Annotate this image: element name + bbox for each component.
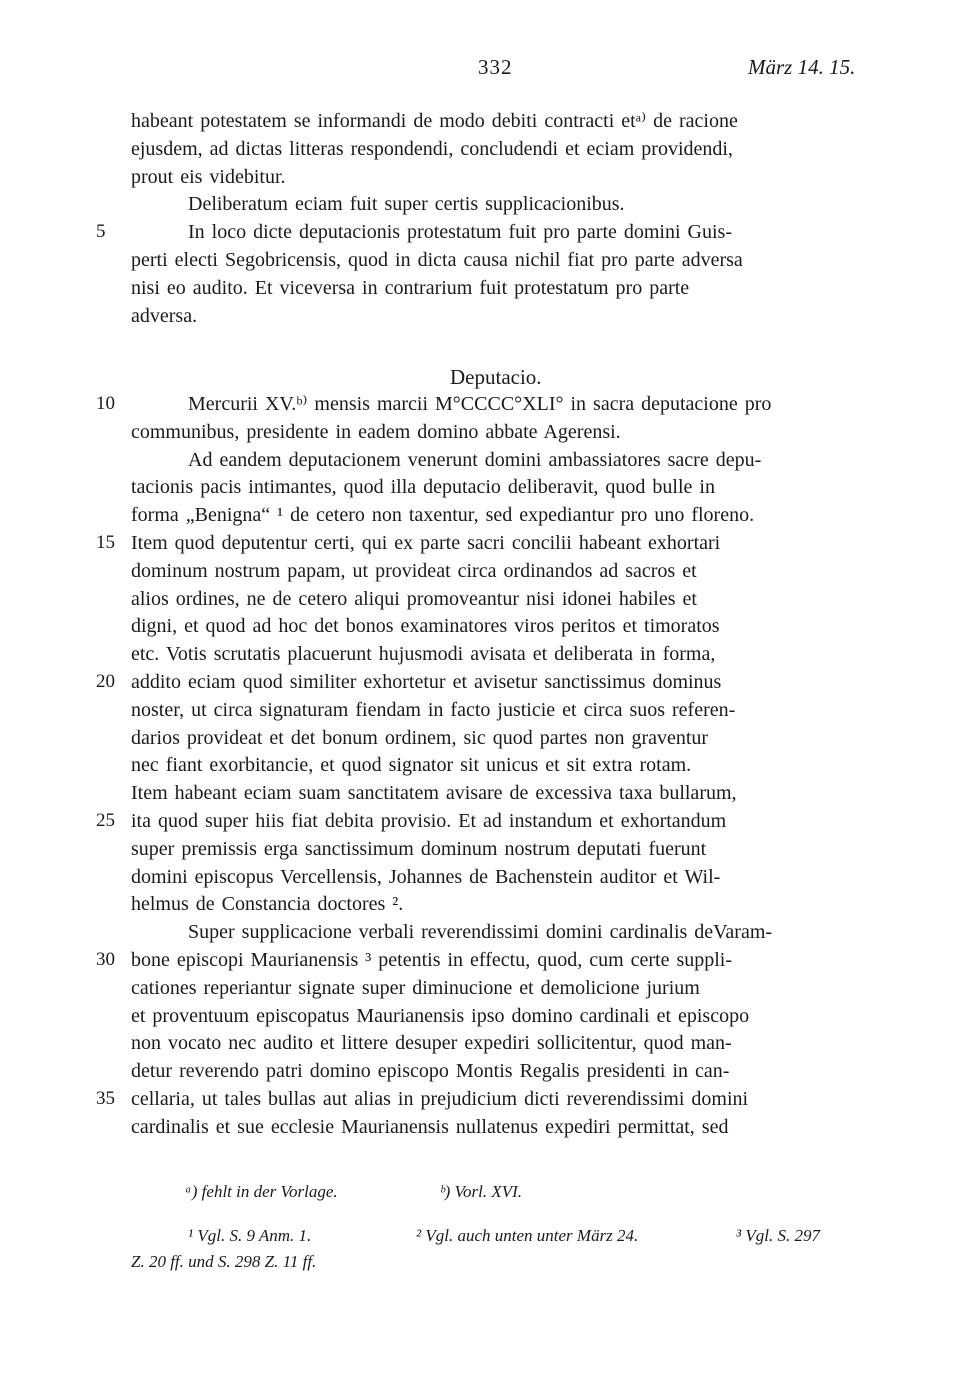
text-line: ejusdem, ad dictas litteras respondendi, concludendi et eciam providendi, [131, 137, 733, 160]
apparatus-note-b: ᵇ) Vorl. XVI. [440, 1182, 523, 1201]
text-line: nec fiant exorbitancie, et quod signator sit unicus et sit extra rotam. [131, 754, 692, 777]
text-line: cellaria, ut tales bullas aut alias in prejudicium dicti reverendissimi domini [131, 1088, 749, 1110]
text-line: Deliberatum eciam fuit super certis supplicacionibus. [188, 193, 625, 216]
text-line: Super supplicacione verbali reverendissimi domini cardinalis deVaram- [188, 921, 773, 944]
text-line: Item habeant eciam suam sanctitatem avisare de excessiva taxa bullarum, [131, 782, 737, 805]
text-line: Ad eandem deputacionem venerunt domini ambassiatores sacre depu- [188, 448, 762, 471]
text-line: alios ordines, ne de cetero aliqui promoveantur nisi idonei habiles et [131, 587, 697, 610]
footnote-2: ² Vgl. auch unten unter März 24. [416, 1226, 639, 1245]
page-number: 332 [478, 55, 513, 79]
text-line: cationes reperiantur signate super diminucione et demolicione jurium [131, 976, 700, 999]
footnote-3: ³ Vgl. S. 297 [736, 1226, 820, 1245]
text-line: helmus de Constancia doctores ². [131, 893, 404, 916]
text-line: etc. Votis scrutatis placuerunt hujusmodi avisata et deliberata in forma, [131, 643, 716, 666]
line-number: 5 [96, 221, 106, 243]
text-line: perti electi Segobricensis, quod in dicta causa nichil fiat pro parte adversa [131, 249, 743, 271]
text-line: cardinalis et sue ecclesie Maurianensis nullatenus expediri permittat, sed [131, 1115, 729, 1138]
line-number: 35 [96, 1088, 115, 1109]
text-line: bone episcopi Maurianensis ³ petentis in effectu, quod, cum certe suppli- [131, 949, 733, 971]
text-line: ita quod super hiis fiat debita provisio. Et ad instandum et exhortandum [131, 810, 727, 832]
footnote-1: ¹ Vgl. S. 9 Anm. 1. [188, 1226, 312, 1245]
footnote-continuation: Z. 20 ff. und S. 298 Z. 11 ff. [131, 1252, 317, 1271]
text-line: habeant potestatem se informandi de modo debiti contracti etᵃ⁾ de racione [131, 110, 738, 132]
text-line: detur reverendo patri domino episcopo Montis Regalis presidenti in can- [131, 1060, 730, 1083]
text-line: tacionis pacis intimantes, quod illa deputacio deliberavit, quod bulle in [131, 476, 715, 499]
text-line: domini episcopus Vercellensis, Johannes de Bachenstein auditor et Wil- [131, 865, 721, 888]
text-line: non vocato nec audito et littere desuper expediri sollicitentur, quod man- [131, 1032, 732, 1055]
line-number: 10 [96, 393, 115, 414]
text-line: darios provideat et det bonum ordinem, sic quod partes non graventur [131, 726, 709, 749]
text-line: adversa. [131, 304, 198, 327]
text-line: dominum nostrum papam, ut provideat circa ordinandos ad sacros et [131, 559, 697, 582]
line-number: 15 [96, 532, 115, 553]
text-line: et proventuum episcopatus Maurianensis ipso domino cardinali et episcopo [131, 1004, 750, 1027]
line-number: 25 [96, 810, 115, 831]
text-line: nisi eo audito. Et viceversa in contrarium fuit protestatum pro parte [131, 276, 690, 299]
text-line: prout eis videbitur. [131, 165, 286, 188]
text-line: noster, ut circa signaturam fiendam in facto justicie et circa suos referen- [131, 698, 736, 721]
running-head: März 14. 15. [748, 55, 856, 79]
text-line: communibus, presidente in eadem domino abbate Agerensi. [131, 420, 621, 443]
apparatus-note-a: ᵃ) fehlt in der Vorlage. [185, 1182, 338, 1201]
text-line: Item quod deputentur certi, qui ex parte sacri concilii habeant exhortari [131, 532, 721, 554]
text-line: super premissis erga sanctissimum dominum nostrum deputati fuerunt [131, 837, 707, 860]
text-line: In loco dicte deputacionis protestatum fuit pro parte domini Guis- [188, 221, 732, 244]
text-line: addito eciam quod similiter exhortetur et avisetur sanctissimus dominus [131, 671, 722, 693]
section-heading: Deputacio. [450, 365, 542, 389]
line-number: 20 [96, 671, 115, 692]
text-line: forma „Benigna“ ¹ de cetero non taxentur, sed expediantur pro uno floreno. [131, 504, 755, 527]
text-line: digni, et quod ad hoc det bonos examinatores viros peritos et timoratos [131, 615, 720, 638]
line-number: 30 [96, 949, 115, 970]
text-line: Mercurii XV.ᵇ⁾ mensis marcii M°CCCC°XLI° in sacra deputacione pro [188, 393, 772, 415]
